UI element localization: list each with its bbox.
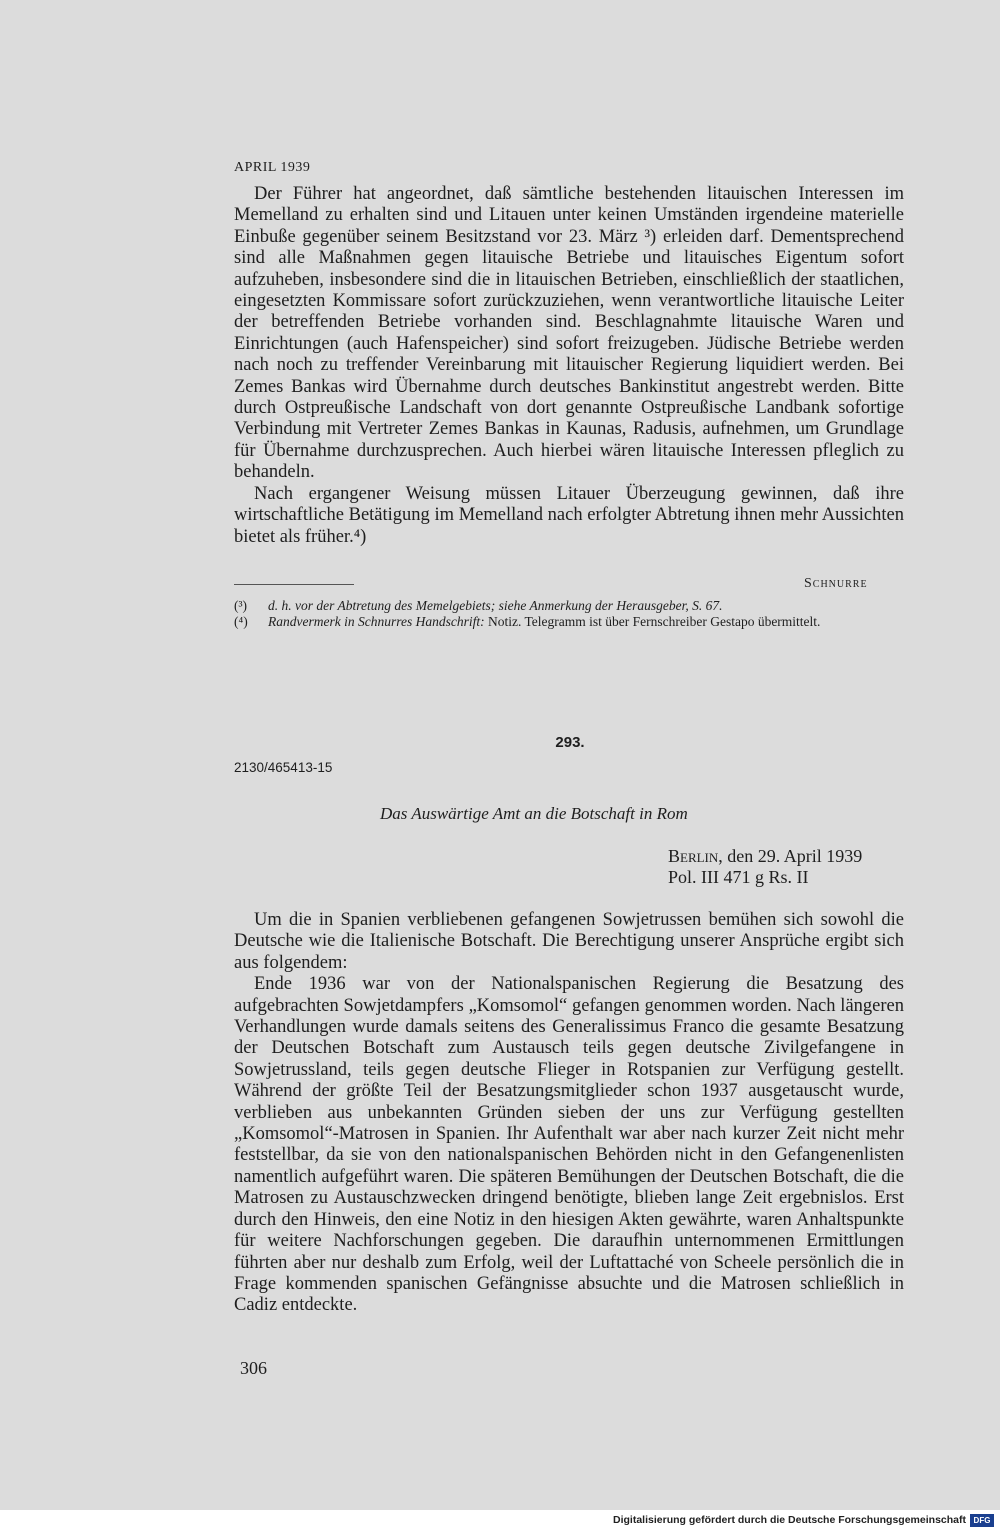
document-number: 293. xyxy=(555,734,585,751)
footnote-divider xyxy=(234,584,354,585)
page-number: 306 xyxy=(240,1358,267,1378)
footer-bar xyxy=(0,1510,1000,1532)
footnotes xyxy=(234,598,914,630)
archive-reference: 2130/465413-15 xyxy=(234,760,333,775)
footnote-number: (⁴) xyxy=(234,614,248,629)
footnote-italic-text: d. h. vor der Abtretung des Memelgebiets; siehe Anmerkung der Herausgeber, S. 67. xyxy=(268,598,723,613)
dateline-place: Berlin xyxy=(668,846,719,866)
file-reference: Pol. III 471 g Rs. II xyxy=(668,867,809,887)
doc2-body xyxy=(234,910,904,1317)
footnote-number: (³) xyxy=(234,598,248,613)
footnote-text: Notiz. Telegramm ist über Fernschreiber Gestapo übermittelt. xyxy=(484,614,821,629)
doc2-paragraph-1: Um die in Spanien verbliebenen gefangenen Sowjetrussen bemühen sich sowohl die Deutsche wie die Italienische Botschaft. Die Berechtigung unserer Ansprüche ergibt sich aus folgendem: xyxy=(234,910,904,973)
footnote-italic-text: Randvermerk in Schnurres Handschrift: xyxy=(268,614,485,629)
dateline xyxy=(668,846,862,888)
document-heading: Das Auswärtige Amt an die Botschaft in Rom xyxy=(380,804,688,823)
dateline-date: , den 29. April 1939 xyxy=(718,846,863,866)
running-head: APRIL 1939 xyxy=(234,160,311,175)
signature: Schnurre xyxy=(804,576,868,591)
footnote-4 xyxy=(234,614,914,630)
doc1-paragraph-2: Nach ergangener Weisung müssen Litauer Überzeugung gewinnen, daß ihre wirtschaftliche Betätigung im Memelland nach erfolgter Abtretung ihnen mehr Aussichten bietet als früher.⁴) xyxy=(234,483,904,547)
doc2-paragraph-2: Ende 1936 war von der Nationalspanischen Regierung die Besatzung des aufgebrachten Sowjetdampfers „Komsomol“ gefangen genommen worden. Nach längeren Verhandlungen wurde damals seitens des Generalissimus Franco die gesamte Besatzung der Deutschen Botschaft zum Austausch teils gegen deutsche Zivilgefangene in Sowjetrussland, teils gegen deutsche Flieger in Rotspanien zur Verfügung gestellt. Während der größte Teil der Besatzungsmitglieder schon 1937 ausgetauscht wurde, verblieben aus unbekannten Gründen sieben der uns zur Verfügung gestellten „Komsomol“-Matrosen in Spanien. Ihr Aufenthalt war aber nach kurzer Zeit nicht mehr feststellbar, da sie von den nationalspanischen Behörden nicht in den Gefangenenlisten namentlich aufgeführt waren. Die späteren Bemühungen der Deutschen Botschaft, die die Matrosen zu Austauschzwecken dringend benötigte, blieben lange Zeit ergebnislos. Erst durch den Hinweis, den eine Notiz in den hiesigen Akten gewährte, waren Anhaltspunkte für weitere Nachforschungen gegeben. Die daraufhin unternommenen Ermittlungen führten aber nur deshalb zum Erfolg, weil der Luftattaché von Scheele persönlich die in Frage kommenden spanischen Gefängnisse absuchte und die Matrosen schließlich in Cadiz entdeckte. xyxy=(234,974,904,1316)
dfg-logo-icon: DFG xyxy=(970,1514,994,1527)
footer-credit: Digitalisierung gefördert durch die Deutsche Forschungsgemeinschaft xyxy=(613,1514,966,1526)
footnote-3 xyxy=(234,598,914,614)
doc1-body xyxy=(234,184,904,548)
doc1-paragraph-1: Der Führer hat angeordnet, daß sämtliche bestehenden litauischen Interessen im Memelland zu erhalten sind und Litauen unter keinen Umständen irgendeine materielle Einbuße gegenüber seinem Besitzstand vor 23. März ³) erleiden darf. Dementsprechend sind alle Maßnahmen gegen litauische Betriebe und litauisches Eigentum sofort aufzuheben, insbesondere sind die in litauischen Betrieben, einschließlich der staatlichen, eingesetzten Kommissare sofort zurückzuziehen, wenn verantwortliche litauische Leiter der betreffenden Betriebe vorhanden sind. Beschlagnahmte litauische Waren und Einrichtungen (auch Hafenspeicher) sind sofort freizugeben. Jüdische Betriebe werden nach noch zu treffender Vereinbarung mit litauischer Regierung liquidiert werden. Bei Zemes Bankas wird Übernahme durch deutsches Bankinstitut angestrebt werden. Bitte durch Ostpreußische Landschaft von dort genannte Ostpreußische Landbank sofortige Verbindung mit Vertreter Zemes Bankas in Kaunas, Radusis, aufnehmen, um Grundlage für Übernahme durchzusprechen. Auch hierbei wären litauische Interessen pfleglich zu behandeln. xyxy=(234,184,904,483)
